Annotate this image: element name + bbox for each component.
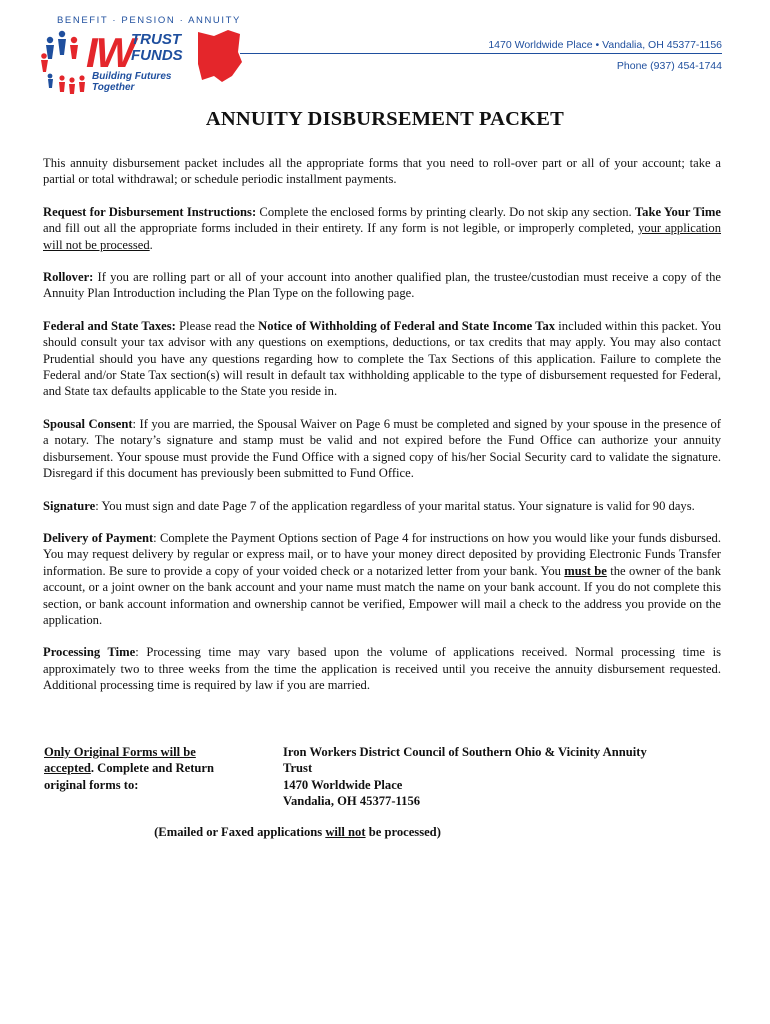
signature-paragraph: Signature: You must sign and date Page 7 of the application regardless of your marital status. Your signature is valid for 90 days. [43,498,695,513]
header-phone: Phone (937) 454-1744 [616,60,722,72]
signature-heading: Signature [43,498,96,513]
logo-trust-text: TRUST [131,31,181,48]
logo-slogan: Building Futures Together [92,71,172,93]
logo-funds-text: FUNDS [131,47,183,64]
spousal-paragraph: Spousal Consent: If you are married, the Spousal Waiver on Page 6 must be completed and signed by your spouse in the presence of a notary. The notary’s signature and stamp must be valid and not expired before the Fund Office can authorize your annuity disbursement. Your spouse must provide the Fund Office with a signed copy of his/her Social Security card to validate the signature. Disregard if this document has previously been submitted to Fund Office. [43,416,721,481]
request-paragraph: Request for Disbursement Instructions: Complete the enclosed forms by printing clearly. Do not skip any section. Take Your Time and fill out all the appropriate forms included in their entirety. If any form is not legible, or improperly completed, your application will not be processed. [43,204,722,252]
request-heading: Request for Disbursement Instructions: [43,204,257,219]
letterhead [0,0,770,105]
processing-heading: Processing Time [43,645,136,660]
rollover-paragraph: Rollover: If you are rolling part or all of your account into another qualified plan, the trustee/custodian must receive a copy of the Annuity Plan Introduction including the Plan Type on the following page. [43,270,721,301]
instructions-body [43,155,721,710]
intro-paragraph: This annuity disbursement packet includes all the appropriate forms that you need to roll-over part or all of your account; take a partial or total withdrawal; or schedule periodic installment payments. [43,156,721,187]
return-instructions: Only Original Forms will be accepted. Complete and Return original forms to: [44,745,214,792]
logo-iw-mark: IW [86,29,134,76]
taxes-heading: Federal and State Taxes: [43,318,176,333]
page-title: ANNUITY DISBURSEMENT PACKET [205,108,565,130]
taxes-paragraph: Federal and State Taxes: Please read the Notice of Withholding of Federal and State Income Tax included within this packet. You should consult your tax advisor with any questions on exemptions, deductions, or tax credits that may apply. You may also contact Prudential should you have any questions regarding how to complete the Tax Sections of this application. Failure to complete the Federal and/or State Tax section(s) will result in default tax withholding applicable to the type of disbursement requested for Federal, and State tax defaults applicable to the State you reside in. [43,318,721,399]
tagline: BENEFIT · PENSION · ANNUITY [57,15,241,26]
header-divider [240,53,722,54]
processing-paragraph: Processing Time: Processing time may vary based upon the volume of applications received. Normal processing time is approximately two to three weeks from the time the application is received until you receive the annuity disbursement requested. Additional processing time is required by law if you are married. [43,645,722,693]
spousal-heading: Spousal Consent [43,416,133,431]
delivery-paragraph: Delivery of Payment: Complete the Payment Options section of Page 4 for instructions on how you would like your funds disbursed. You may request delivery by regular or express mail, or to have your money direct deposited by providing Electronic Funds Transfer information. Be sure to provide a copy of your voided check or a notarized letter from your bank. You must be the owner of the bank account, or a joint owner on the bank account and your name must match the name on your bank account. If you do not complete this section, or bank account information and ownership cannot be verified, Empower will mail a check to the address you provide on the application. [43,530,721,627]
header-address: 1470 Worldwide Place • Vandalia, OH 45377-1156 [488,39,722,51]
mailing-address: Iron Workers District Council of Southern Ohio & Vicinity Annuity Trust 1470 Worldwide Place Vandalia, OH 45377-1156 [283,745,647,809]
electronic-submission-note: (Emailed or Faxed applications will not be processed) [154,825,441,839]
rollover-heading: Rollover: [43,270,94,285]
delivery-heading: Delivery of Payment [43,530,154,545]
